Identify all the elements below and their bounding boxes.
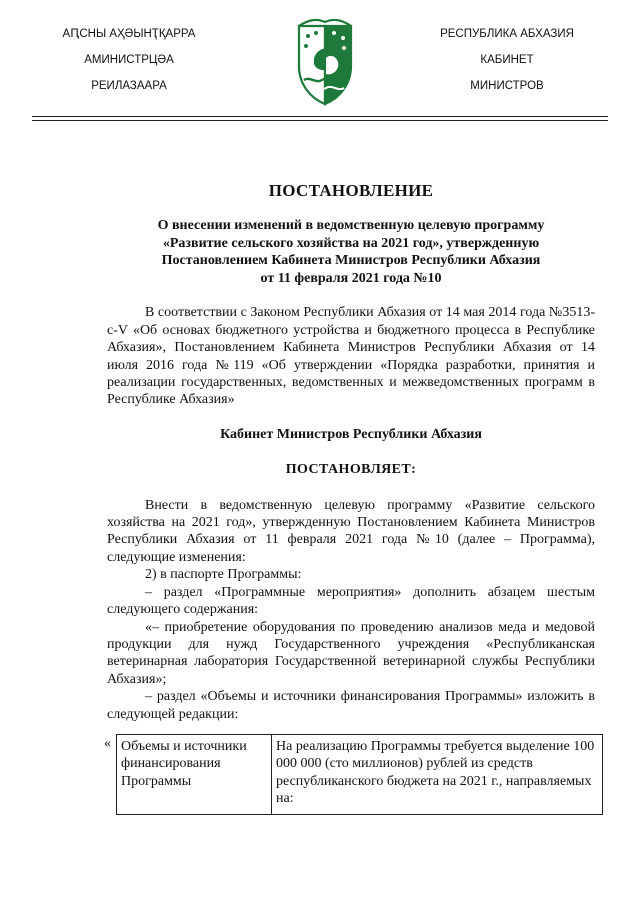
letterhead-line: АМИНИСТРЦӘА — [84, 54, 174, 66]
document-title: ПОСТАНОВЛЕНИЕ — [268, 181, 434, 200]
table-cell-label: Объемы и источники финансирования Программы — [117, 735, 272, 815]
document-body — [107, 182, 595, 723]
letterhead-russian — [412, 24, 602, 102]
letterhead-line: РЕСПУБЛИКА АБХАЗИЯ — [440, 28, 574, 40]
subtitle-line: О внесении изменений в ведомственную целевую программу — [157, 218, 545, 234]
table-cell-value: На реализацию Программы требуется выделение 100 000 000 (сто миллионов) рублей из средств республиканского бюджета на 2021 г., направляемых на: — [272, 735, 603, 815]
coat-of-arms-emblem — [296, 18, 354, 106]
body-paragraph: 2) в паспорте Программы: — [145, 567, 302, 583]
letterhead-line: АԤСНЫ АҲӘЫНҬҚАРРА — [62, 28, 196, 40]
subtitle-line: «Развитие сельского хозяйства на 2021 год», утвержденную — [162, 235, 540, 251]
letterhead-line: КАБИНЕТ — [480, 54, 534, 66]
subtitle-line: Постановлением Кабинета Министров Республики Абхазия — [161, 253, 541, 269]
document-subtitle — [107, 217, 595, 287]
cabinet-heading: Кабинет Министров Республики Абхазия — [220, 426, 482, 442]
financing-table — [116, 734, 603, 815]
body-paragraph: – раздел «Объемы и источники финансирования Программы» изложить в следующей редакции: — [107, 689, 595, 722]
letterhead-abkhaz — [34, 24, 224, 102]
body-paragraph: «– приобретение оборудования по проведению анализов меда и медовой продукции для нужд Государственного учреждения «Республиканская ветеринарная лаборатория Государственной ветеринарной службы Республики Абхазия»; — [107, 619, 595, 687]
body-paragraph: – раздел «Программные мероприятия» дополнить абзацем шестым следующего содержания: — [107, 584, 595, 618]
letterhead — [0, 24, 640, 114]
header-divider-thick — [32, 116, 608, 117]
table-row — [117, 735, 603, 815]
header-divider-thin — [32, 120, 608, 121]
preamble-paragraph: В соответствии с Законом Республики Абхазия от 14 мая 2014 года №3513-с-V «Об основах бюджетного устройства и бюджетного процесса в Республике Абхазия», Постановлением Кабинета Министров Республики Абхазия от 14 июля 2016 года №119 «Об утверждении «Порядка разработки, принятия и реализации государственных, ведомственных и межведомственных программ в Республике Абхазия» — [107, 305, 595, 408]
body-paragraph: Внести в ведомственную целевую программу «Развитие сельского хозяйства на 2021 год», утвержденную Постановлением Кабинета Министров Республики Абхазия от 11 февраля 2021 года №10 (далее – Программа), следующие изменения: — [107, 497, 595, 565]
subtitle-line: от 11 февраля 2021 года №10 — [260, 270, 442, 286]
letterhead-line: РЕИЛАЗААРА — [91, 80, 167, 92]
opening-quote: « — [104, 736, 111, 751]
decree-heading: ПОСТАНОВЛЯЕТ: — [285, 462, 417, 478]
letterhead-line: МИНИСТРОВ — [470, 80, 544, 92]
